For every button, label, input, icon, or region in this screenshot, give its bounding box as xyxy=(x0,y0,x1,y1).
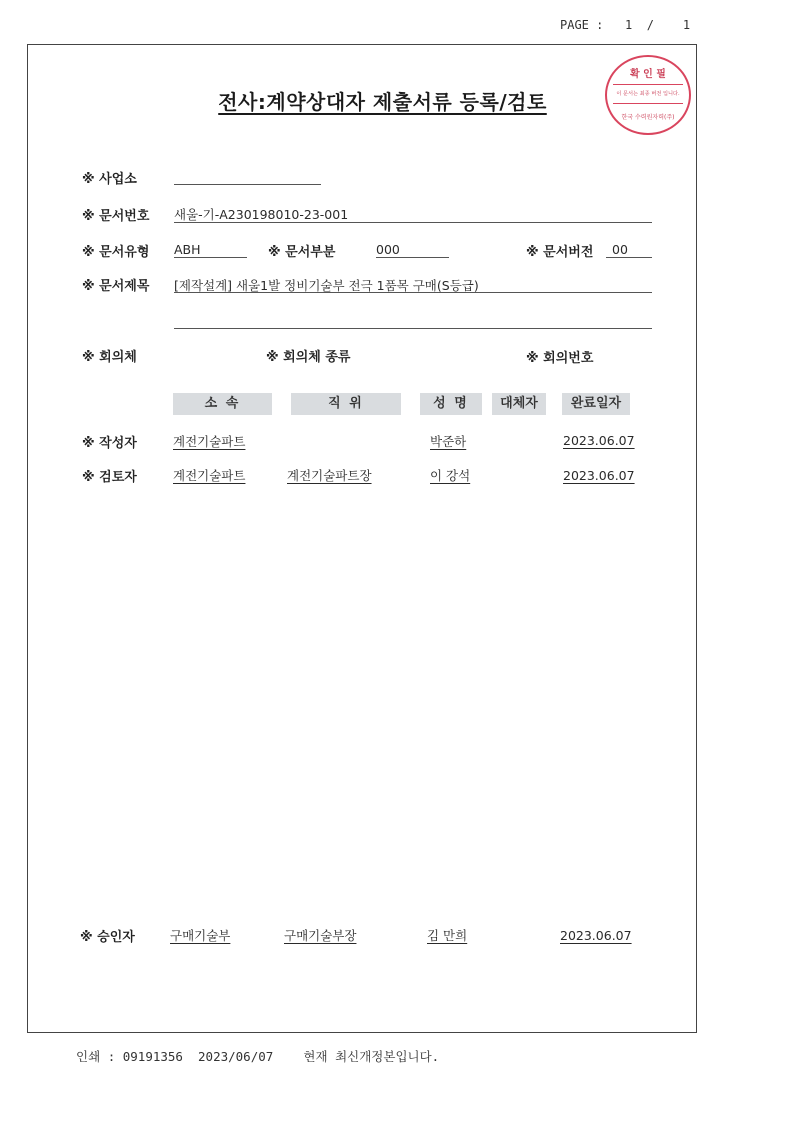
doc-title-underline xyxy=(174,292,652,293)
print-label: 인쇄 xyxy=(76,1049,101,1064)
print-colon: : xyxy=(107,1049,116,1064)
doc-part-label: ※ 문서부분 xyxy=(268,245,336,260)
stamp-text: 이 문서는 최종 버전 입니다. xyxy=(616,91,680,97)
meeting-type-label: ※ 회의체 종류 xyxy=(266,350,351,365)
print-footer xyxy=(76,1047,439,1065)
doc-part-value: 000 xyxy=(376,242,400,257)
stamp-title: 확 인 필 xyxy=(630,69,666,80)
document-title: 전사:계약상대자 제출서류 등록/검토 xyxy=(218,90,547,114)
print-date: 2023/06/07 xyxy=(198,1049,274,1064)
header-completion-date: 완료일자 xyxy=(562,393,630,415)
meeting-label: ※ 회의체 xyxy=(82,350,137,365)
approver-name: 김 만희 xyxy=(427,928,468,943)
page-number xyxy=(560,18,690,32)
site-label: ※ 사업소 xyxy=(82,172,137,187)
page-total: 1 xyxy=(682,18,691,32)
doc-version-value: 00 xyxy=(612,242,628,257)
author-label: ※ 작성자 xyxy=(82,436,137,451)
author-date: 2023.06.07 xyxy=(563,433,635,448)
doc-title-label: ※ 문서제목 xyxy=(82,279,150,294)
approver-dept: 구매기술부 xyxy=(170,928,231,943)
page-separator: / xyxy=(646,18,654,32)
revision-note: 현재 최신개정본입니다. xyxy=(303,1049,440,1064)
doc-part-underline xyxy=(376,257,449,258)
meeting-no-label: ※ 회의번호 xyxy=(526,351,594,366)
header-position: 직 위 xyxy=(291,393,401,415)
doc-no-value: 새울-기-A230198010-23-001 xyxy=(174,207,349,222)
doc-title-value: [제작설계] 새울1발 정비기술부 전극 1품목 구매(S등급) xyxy=(174,278,479,293)
page-label: PAGE : xyxy=(560,18,604,32)
doc-type-value: ABH xyxy=(174,242,201,257)
stamp-company: 한국 수력원자력(주) xyxy=(621,114,675,121)
doc-title-underline-2 xyxy=(174,328,652,329)
doc-no-label: ※ 문서번호 xyxy=(82,209,150,224)
reviewer-position: 계전기술파트장 xyxy=(287,468,372,483)
reviewer-date: 2023.06.07 xyxy=(563,468,635,483)
reviewer-label: ※ 검토자 xyxy=(82,470,137,485)
doc-no-underline xyxy=(174,222,652,223)
author-dept: 계전기술파트 xyxy=(173,434,246,449)
page-current: 1 xyxy=(625,18,633,32)
author-name: 박준하 xyxy=(430,434,467,449)
header-name: 성 명 xyxy=(420,393,482,415)
site-underline xyxy=(174,184,321,185)
doc-version-label: ※ 문서버전 xyxy=(526,245,594,260)
header-dept: 소 속 xyxy=(173,393,272,415)
document-frame xyxy=(27,44,697,1033)
doc-type-underline xyxy=(174,257,247,258)
doc-version-underline xyxy=(606,257,652,258)
approver-position: 구매기술부장 xyxy=(284,928,357,943)
approver-date: 2023.06.07 xyxy=(560,928,632,943)
print-number: 09191356 xyxy=(122,1049,183,1064)
stamp-divider xyxy=(613,84,683,85)
reviewer-dept: 계전기술파트 xyxy=(173,468,246,483)
doc-type-label: ※ 문서유형 xyxy=(82,245,150,260)
approver-label: ※ 승인자 xyxy=(80,930,135,945)
header-substitute: 대체자 xyxy=(492,393,546,415)
reviewer-name: 이 강석 xyxy=(430,468,471,483)
